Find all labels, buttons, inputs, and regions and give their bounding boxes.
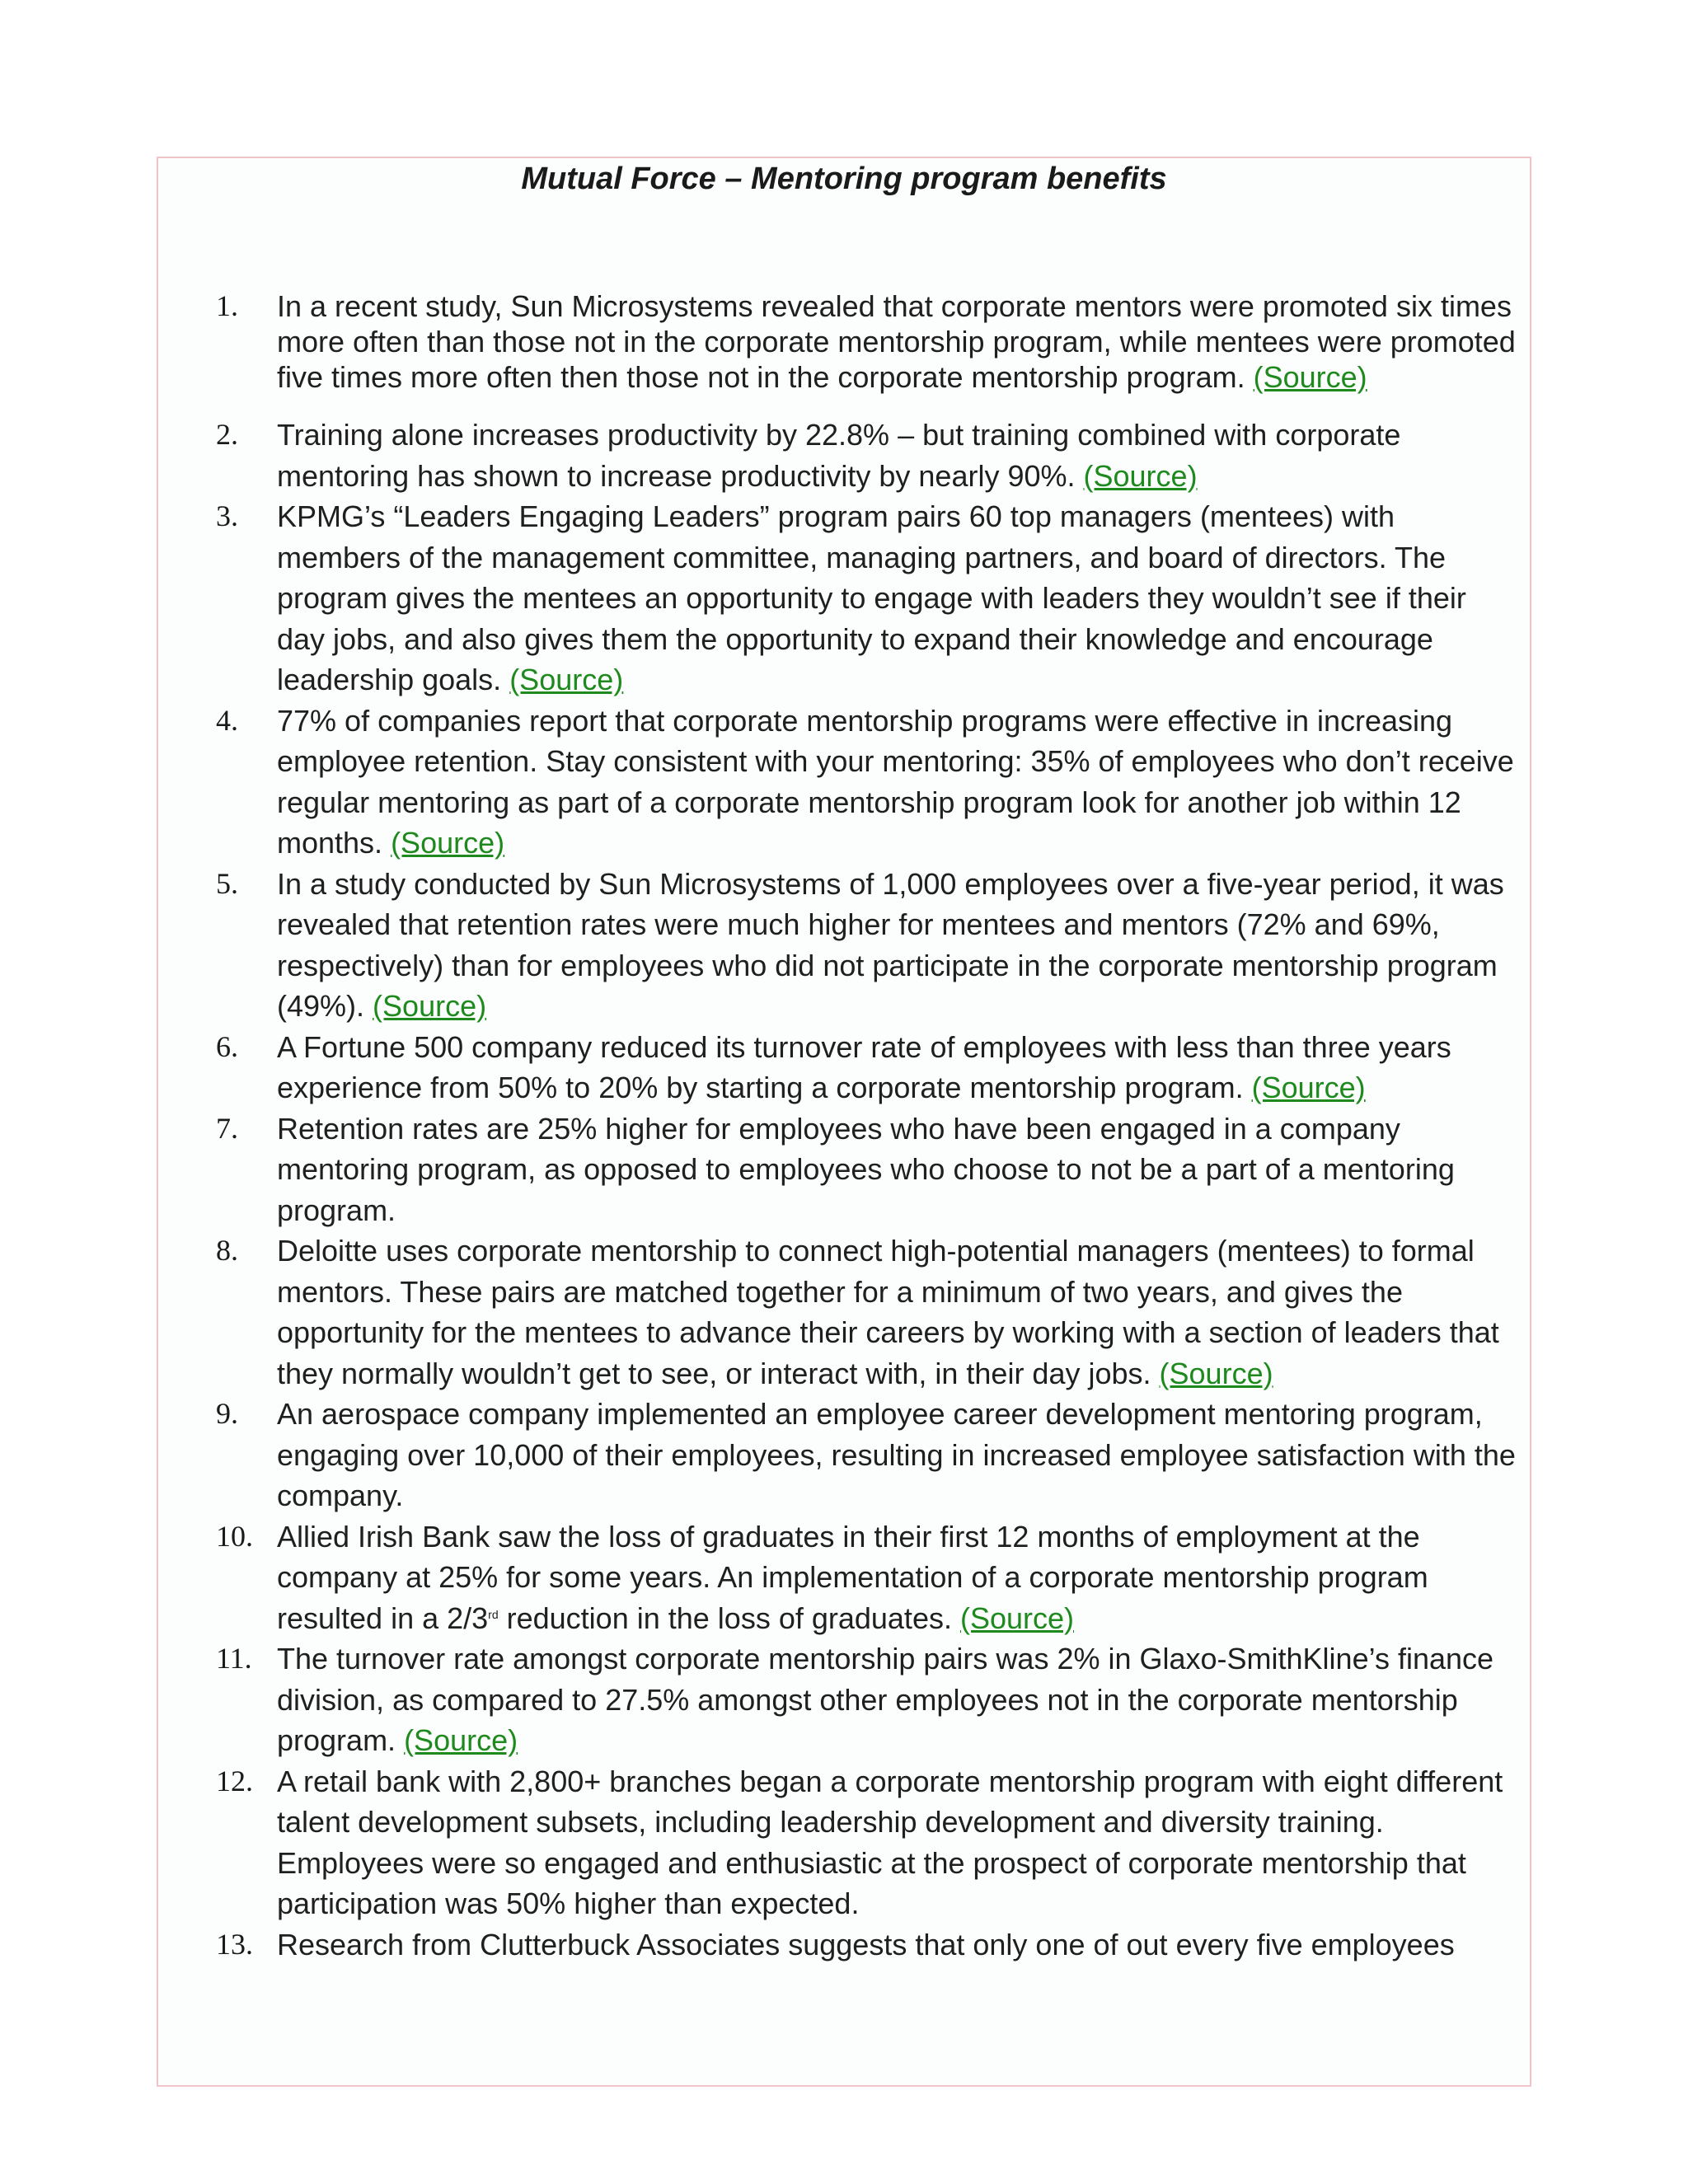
list-item-text [277, 1027, 1518, 1108]
list-number: 8. [216, 1234, 238, 1267]
source-link[interactable]: (Source) [1253, 360, 1367, 394]
source-link[interactable]: (Source) [1251, 1071, 1366, 1104]
source-link[interactable]: (Source) [373, 989, 487, 1023]
benefits-list [216, 288, 1518, 1965]
list-item-text [277, 288, 1518, 395]
list-item [216, 1108, 1518, 1231]
list-item-text [277, 1761, 1518, 1924]
list-item [216, 1394, 1518, 1516]
list-item [216, 1230, 1518, 1394]
list-item [216, 1516, 1518, 1639]
item-body-continued: reduction in the loss of graduates. [498, 1601, 960, 1635]
source-link[interactable]: (Source) [959, 1601, 1075, 1635]
list-item [216, 496, 1518, 701]
list-item [216, 1924, 1518, 1966]
list-item-text [277, 701, 1518, 864]
list-number: 5. [216, 866, 238, 900]
item-body: Allied Irish Bank saw the loss of graduates in their first 12 months of employment at the company at 25% for some years. An implementation of a corporate mentorship program resulted in a 2/3 [277, 1519, 1428, 1635]
item-body: In a recent study, Sun Microsystems revealed that corporate mentors were promoted six times more often than those not in the corporate mentorship program, while mentees were promoted five times more often then those not in the corporate mentorship program. [277, 289, 1516, 394]
source-link[interactable]: (Source) [404, 1723, 518, 1757]
list-number: 4. [216, 703, 238, 737]
item-body: 77% of companies report that corporate mentorship programs were effective in increasing employee retention. Stay consistent with your mentoring: 35% of employees who don’t receive regular mentoring as part of a corporate mentorship program look for another job within 12 months. [277, 703, 1514, 860]
list-number: 2. [216, 418, 238, 451]
item-body: KPMG’s “Leaders Engaging Leaders” program pairs 60 top managers (mentees) with members of the management committee, managing partners, and board of directors. The program gives the mentees an opportunity to engage with leaders they wouldn’t see if their day jobs, and also gives them the opportunity to expand their knowledge and encourage leadership goals. [277, 499, 1466, 696]
item-body: Training alone increases productivity by 22.8% – but training combined with corporate mentoring has shown to increase productivity by nearly 90%. [277, 418, 1401, 493]
item-body: Research from Clutterbuck Associates suggests that only one of out every five employees [277, 1927, 1455, 1961]
list-item [216, 701, 1518, 864]
list-item-text [277, 1230, 1518, 1394]
source-link[interactable]: (Source) [391, 826, 505, 860]
list-item [216, 864, 1518, 1027]
list-item [216, 415, 1518, 496]
list-number: 10. [216, 1519, 253, 1553]
list-item-text [277, 1516, 1518, 1639]
list-number: 1. [216, 289, 238, 322]
ordinal-superscript: rd [488, 1607, 499, 1621]
list-item [216, 1638, 1518, 1761]
list-item-text [277, 496, 1518, 701]
item-body: The turnover rate amongst corporate mentorship pairs was 2% in Glaxo-SmithKline’s finance division, as compared to 27.5% amongst other employees not in the corporate mentorship program. [277, 1642, 1494, 1757]
list-number: 12. [216, 1764, 253, 1797]
list-item [216, 1027, 1518, 1108]
list-item-text [277, 1394, 1518, 1516]
document-title: Mutual Force – Mentoring program benefits [521, 162, 1167, 196]
item-body: In a study conducted by Sun Microsystems of 1,000 employees over a five-year period, it was revealed that retention rates were much higher for mentees and mentors (72% and 69%, respectively) than for employees who did not participate in the corporate mentorship program (49%). [277, 866, 1504, 1023]
list-number: 9. [216, 1397, 238, 1430]
source-link[interactable]: (Source) [509, 663, 624, 696]
list-item-text [277, 415, 1518, 496]
item-body: Retention rates are 25% higher for employees who have been engaged in a company mentoring program, as opposed to employees who choose to not be a part of a mentoring program. [277, 1111, 1455, 1227]
list-number: 3. [216, 499, 238, 532]
list-item-text [277, 1108, 1518, 1231]
list-item [216, 1761, 1518, 1924]
source-link[interactable]: (Source) [1159, 1356, 1273, 1390]
list-number: 11. [216, 1642, 252, 1675]
list-number: 13. [216, 1927, 253, 1961]
list-item-text [277, 1638, 1518, 1761]
list-item-text [277, 1924, 1518, 1966]
item-body: A retail bank with 2,800+ branches began a corporate mentorship program with eight different talent development subsets, including leadership development and diversity training. Employees were so engaged and enthusiastic at the prospect of corporate mentorship that participation was 50% higher than expected. [277, 1764, 1503, 1920]
item-body: A Fortune 500 company reduced its turnover rate of employees with less than three years experience from 50% to 20% by starting a corporate mentorship program. [277, 1029, 1451, 1104]
source-link[interactable]: (Source) [1083, 458, 1198, 493]
item-body: An aerospace company implemented an employee career development mentoring program, engaging over 10,000 of their employees, resulting in increased employee satisfaction with the company. [277, 1397, 1516, 1512]
list-number: 6. [216, 1029, 238, 1063]
list-item [216, 288, 1518, 395]
list-item-text [277, 864, 1518, 1027]
item-body: Deloitte uses corporate mentorship to connect high-potential managers (mentees) to formal mentors. These pairs are matched together for a minimum of two years, and gives the opportunity for the mentees to advance their careers by working with a section of leaders that they normally wouldn’t get to see, or interact with, in their day jobs. [277, 1234, 1499, 1390]
list-number: 7. [216, 1111, 238, 1145]
